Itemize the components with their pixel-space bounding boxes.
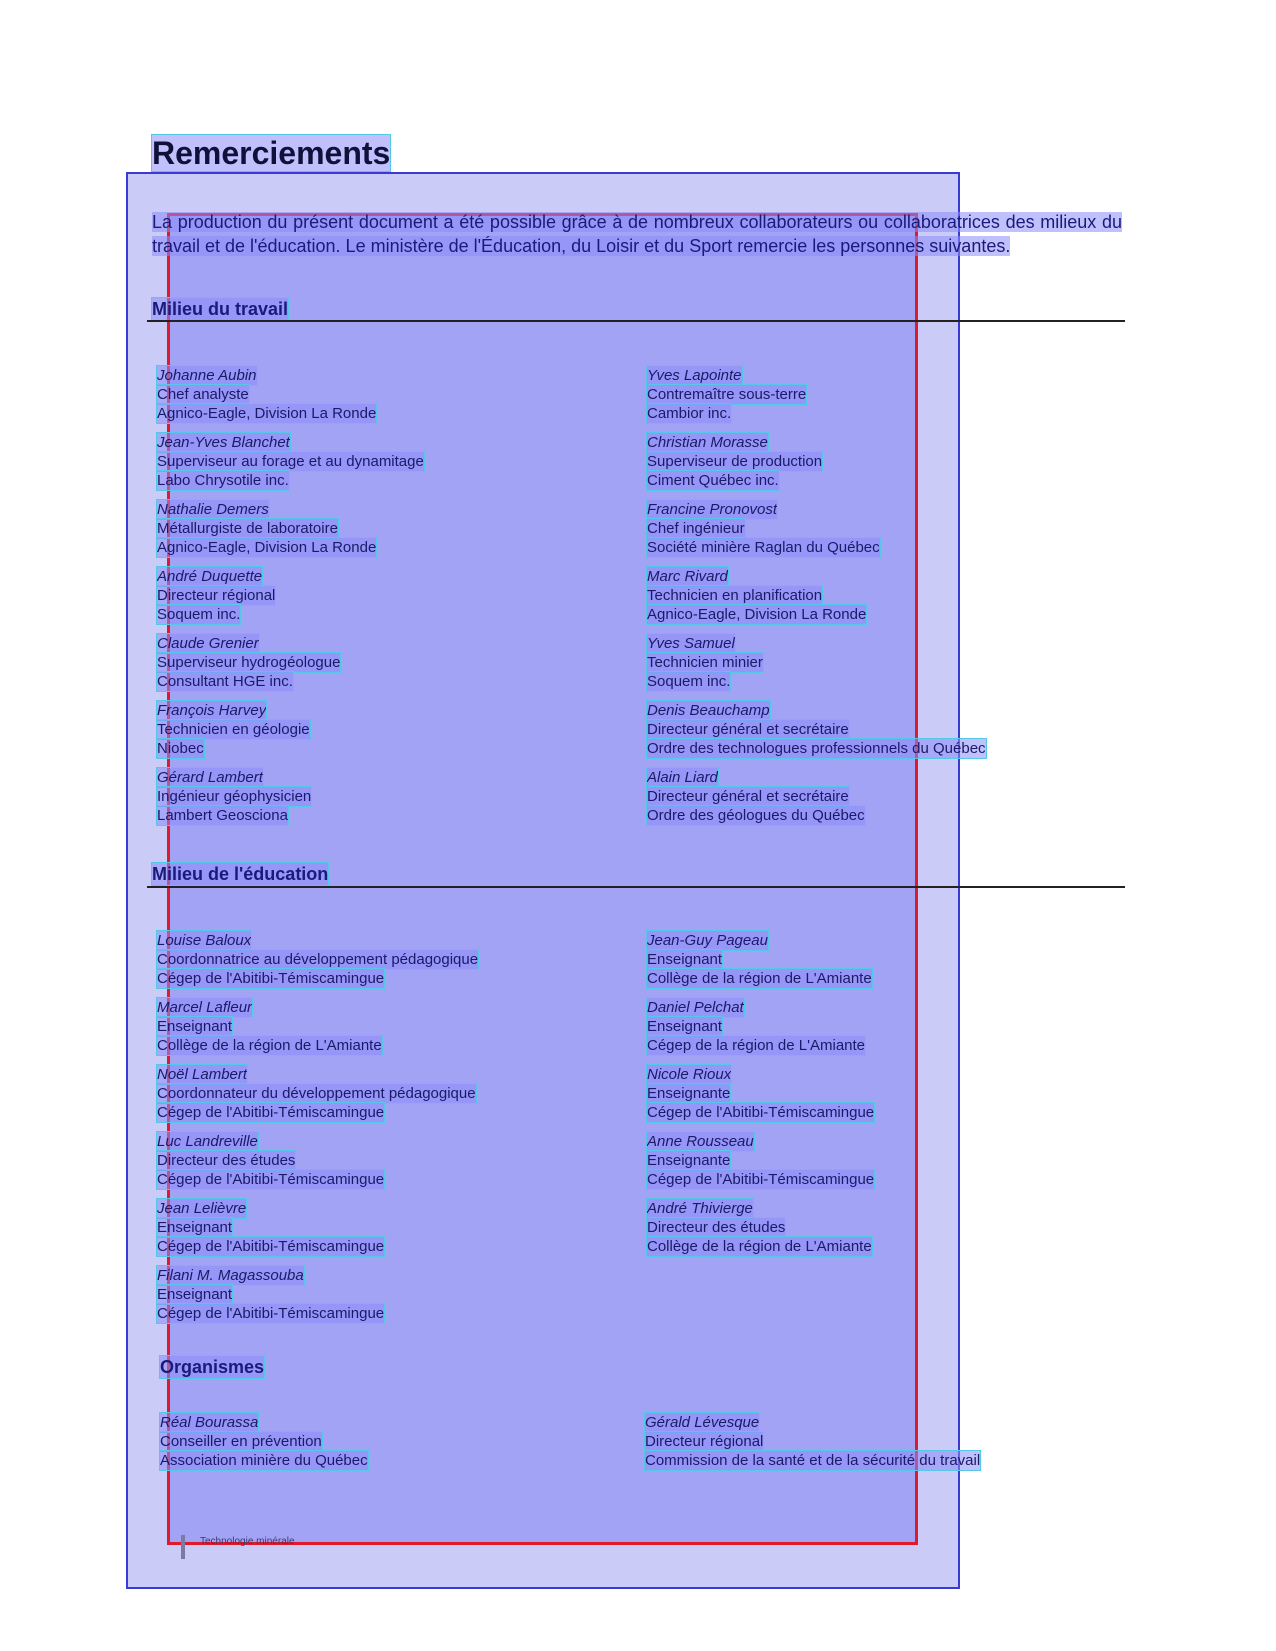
contact-entry: [645, 1413, 1125, 1470]
contact-entry: [157, 1266, 637, 1323]
section-heading-travail: Milieu du travail: [152, 299, 289, 319]
contact-role: Technicien minier: [647, 654, 763, 671]
contact-entry: [157, 998, 637, 1055]
contact-name: Alain Liard: [647, 769, 718, 786]
contact-organization: Labo Chrysotile inc.: [157, 472, 289, 489]
contact-name: Jean Lelièvre: [157, 1200, 247, 1217]
travail-right-column: [647, 366, 1127, 825]
contact-organization: Consultant HGE inc.: [157, 673, 293, 690]
contact-name: André Thivierge: [647, 1200, 753, 1217]
contact-organization: Collège de la région de L'Amiante: [157, 1037, 382, 1054]
contact-entry: [647, 1199, 1127, 1256]
contact-entry: [647, 634, 1127, 691]
contact-name: Noël Lambert: [157, 1066, 248, 1083]
contact-organization: Agnico-Eagle, Division La Ronde: [157, 405, 377, 422]
contact-entry: [157, 1132, 637, 1189]
contact-entry: [647, 500, 1127, 557]
contact-role: Enseignante: [647, 1085, 731, 1102]
contact-entry: [647, 433, 1127, 490]
section-heading-education: Milieu de l'éducation: [152, 864, 329, 884]
contact-role: Superviseur hydrogéologue: [157, 654, 341, 671]
contact-name: Jean-Yves Blanchet: [157, 434, 290, 451]
education-left-column: [157, 931, 637, 1323]
contact-role: Coordonnatrice au développement pédagogique: [157, 951, 479, 968]
contact-entry: [157, 500, 637, 557]
contact-organization: Collège de la région de L'Amiante: [647, 970, 872, 987]
contact-name: Réal Bourassa: [160, 1414, 259, 1431]
contact-entry: [157, 366, 637, 423]
organismes-left-column: [160, 1413, 640, 1470]
contact-entry: [160, 1413, 640, 1470]
contact-entry: [647, 768, 1127, 825]
contact-organization: Commission de la santé et de la sécurité du travail: [645, 1452, 981, 1469]
contact-role: Directeur régional: [645, 1433, 764, 1450]
contact-name: Claude Grenier: [157, 635, 259, 652]
contact-role: Contremaître sous-terre: [647, 386, 807, 403]
contact-entry: [647, 366, 1127, 423]
contact-name: Anne Rousseau: [647, 1133, 754, 1150]
contact-role: Directeur des études: [157, 1152, 296, 1169]
organismes-right-column: [645, 1413, 1125, 1470]
contact-entry: [647, 701, 1127, 758]
contact-name: Marc Rivard: [647, 568, 728, 585]
contact-name: Gérard Lambert: [157, 769, 263, 786]
contact-name: Francine Pronovost: [647, 501, 778, 518]
contact-name: Denis Beauchamp: [647, 702, 770, 719]
contact-organization: Lambert Geosciona: [157, 807, 288, 824]
contact-entry: [647, 1065, 1127, 1122]
contact-name: Jean-Guy Pageau: [647, 932, 768, 949]
footer-label: Technologie minérale: [200, 1536, 295, 1547]
contact-entry: [647, 998, 1127, 1055]
contact-organization: Cégep de la région de L'Amiante: [647, 1037, 866, 1054]
contact-role: Directeur général et secrétaire: [647, 788, 849, 805]
contact-role: Enseignant: [647, 1018, 723, 1035]
section-rule-travail: [147, 320, 1125, 322]
contact-role: Directeur général et secrétaire: [647, 721, 849, 738]
contact-role: Enseignant: [157, 1286, 233, 1303]
contact-name: Yves Lapointe: [647, 367, 742, 384]
contact-organization: Soquem inc.: [157, 606, 241, 623]
contact-name: Gérald Lévesque: [645, 1414, 760, 1431]
contact-name: Yves Samuel: [647, 635, 735, 652]
contact-name: Marcel Lafleur: [157, 999, 253, 1016]
contact-organization: Cégep de l'Abitibi-Témiscamingue: [647, 1104, 875, 1121]
contact-organization: Soquem inc.: [647, 673, 731, 690]
contact-entry: [157, 701, 637, 758]
intro-paragraph: [152, 210, 1122, 258]
contact-name: Filani M. Magassouba: [157, 1267, 304, 1284]
contact-organization: Cégep de l'Abitibi-Témiscamingue: [157, 1238, 385, 1255]
contact-name: Luc Landreville: [157, 1133, 258, 1150]
contact-name: François Harvey: [157, 702, 267, 719]
contact-name: Nicole Rioux: [647, 1066, 732, 1083]
contact-organization: Niobec: [157, 740, 204, 757]
contact-role: Conseiller en prévention: [160, 1433, 322, 1450]
contact-role: Technicien en géologie: [157, 721, 310, 738]
contact-entry: [157, 931, 637, 988]
contact-entry: [157, 768, 637, 825]
contact-organization: Association minière du Québec: [160, 1452, 368, 1469]
contact-entry: [157, 433, 637, 490]
contact-role: Enseignante: [647, 1152, 731, 1169]
contact-role: Directeur régional: [157, 587, 276, 604]
contact-name: André Duquette: [157, 568, 263, 585]
contact-organization: Cambior inc.: [647, 405, 732, 422]
footer-bar: [181, 1535, 185, 1559]
contact-entry: [647, 567, 1127, 624]
contact-entry: [157, 634, 637, 691]
contact-organization: Cégep de l'Abitibi-Témiscamingue: [157, 1171, 385, 1188]
contact-role: Superviseur au forage et au dynamitage: [157, 453, 424, 470]
contact-organization: Cégep de l'Abitibi-Témiscamingue: [157, 1305, 385, 1322]
contact-role: Enseignant: [647, 951, 723, 968]
contact-name: Louise Baloux: [157, 932, 252, 949]
contact-role: Superviseur de production: [647, 453, 823, 470]
contact-organization: Agnico-Eagle, Division La Ronde: [157, 539, 377, 556]
contact-entry: [157, 567, 637, 624]
contact-organization: Collège de la région de L'Amiante: [647, 1238, 872, 1255]
contact-role: Chef ingénieur: [647, 520, 745, 537]
contact-role: Enseignant: [157, 1018, 233, 1035]
contact-organization: Ordre des géologues du Québec: [647, 807, 865, 824]
education-right-column: [647, 931, 1127, 1256]
contact-organization: Ordre des technologues professionnels du Québec: [647, 740, 986, 757]
section-rule-education: [147, 886, 1125, 888]
contact-organization: Cégep de l'Abitibi-Témiscamingue: [157, 1104, 385, 1121]
contact-entry: [157, 1199, 637, 1256]
contact-organization: Agnico-Eagle, Division La Ronde: [647, 606, 867, 623]
contact-entry: [157, 1065, 637, 1122]
contact-organization: Ciment Québec inc.: [647, 472, 779, 489]
contact-name: Johanne Aubin: [157, 367, 257, 384]
contact-organization: Cégep de l'Abitibi-Témiscamingue: [157, 970, 385, 987]
contact-role: Enseignant: [157, 1219, 233, 1236]
contact-role: Directeur des études: [647, 1219, 786, 1236]
contact-organization: Cégep de l'Abitibi-Témiscamingue: [647, 1171, 875, 1188]
contact-role: Ingénieur géophysicien: [157, 788, 312, 805]
contact-name: Christian Morasse: [647, 434, 768, 451]
section-heading-organismes: Organismes: [160, 1357, 265, 1377]
intro-text: La production du présent document a été possible grâce à de nombreux collaborateurs ou collaboratrices des milieux du travail et de l'éducation. Le ministère de l'Éducation, du Loisir et du Sport remercie les personnes suivantes.: [152, 212, 1122, 256]
contact-organization: Société minière Raglan du Québec: [647, 539, 880, 556]
travail-left-column: [157, 366, 637, 825]
contact-role: Métallurgiste de laboratoire: [157, 520, 338, 537]
contact-role: Chef analyste: [157, 386, 249, 403]
page-title: Remerciements: [152, 135, 391, 171]
contact-name: Daniel Pelchat: [647, 999, 744, 1016]
contact-entry: [647, 931, 1127, 988]
contact-entry: [647, 1132, 1127, 1189]
contact-role: Technicien en planification: [647, 587, 823, 604]
contact-role: Coordonnateur du développement pédagogique: [157, 1085, 476, 1102]
contact-name: Nathalie Demers: [157, 501, 269, 518]
